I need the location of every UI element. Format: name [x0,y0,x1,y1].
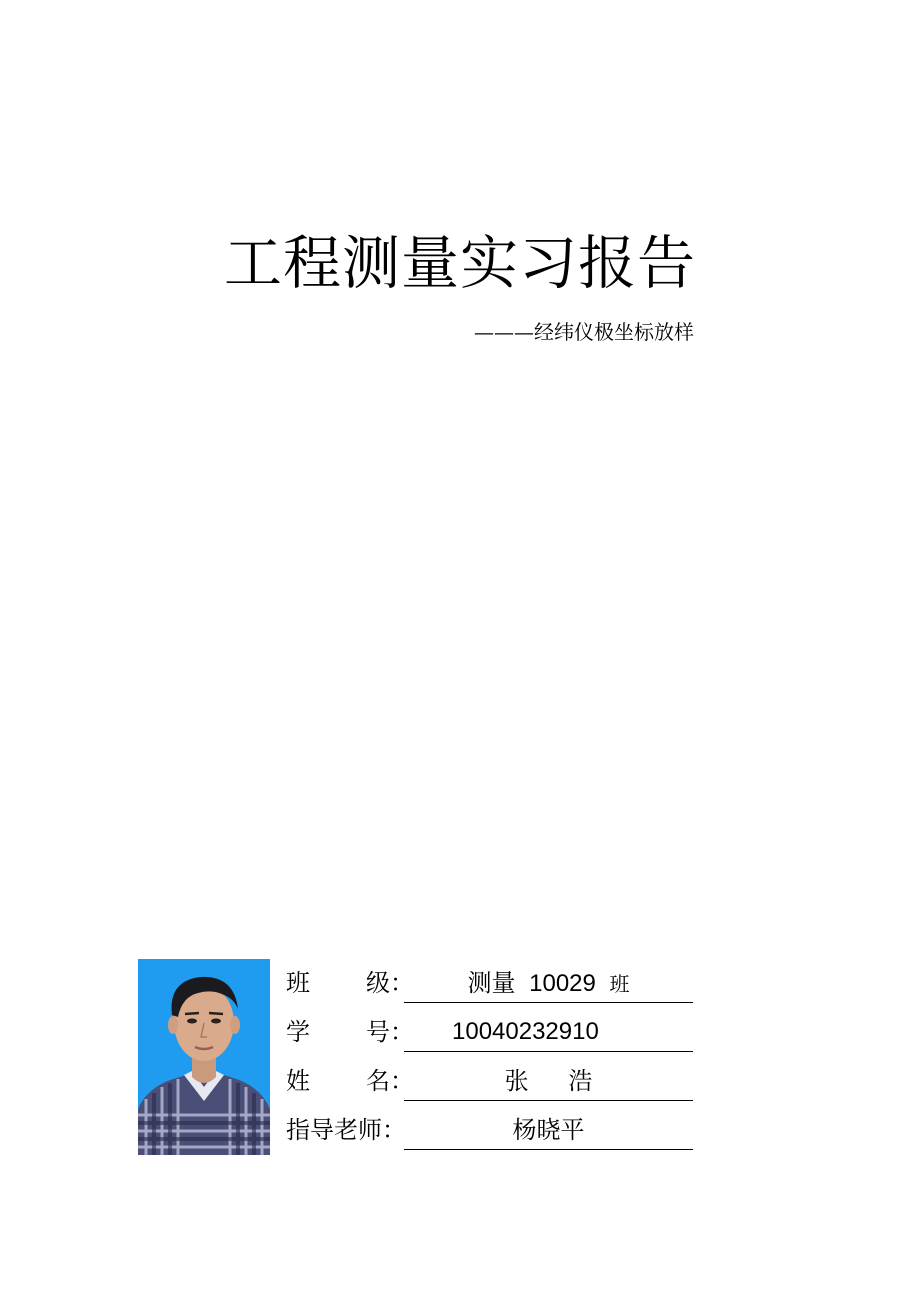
student-info [286,960,706,1156]
portrait-image [138,959,270,1155]
class-value: 测量 10029 班 [467,969,630,997]
student-id-value: 10040232910 [452,1018,599,1045]
student-id-row: 学 号： 10040232910 [286,1009,706,1058]
name-underline [404,1100,693,1101]
advisor-row: 指导老师： 杨晓平 [286,1107,706,1156]
student-photo [138,959,270,1155]
name-value: 张 浩 [504,1067,593,1095]
class-underline [404,1002,693,1003]
advisor-value: 杨晓平 [512,1116,585,1144]
advisor-underline [404,1149,693,1150]
name-row: 姓 名： 张 浩 [286,1058,706,1107]
report-subtitle: ———经纬仪极坐标放样 [474,320,694,344]
report-title: 工程测量实习报告 [223,229,696,297]
student-id-underline [404,1051,693,1052]
class-row: 班 级： 测量 10029 班 [286,960,706,1009]
